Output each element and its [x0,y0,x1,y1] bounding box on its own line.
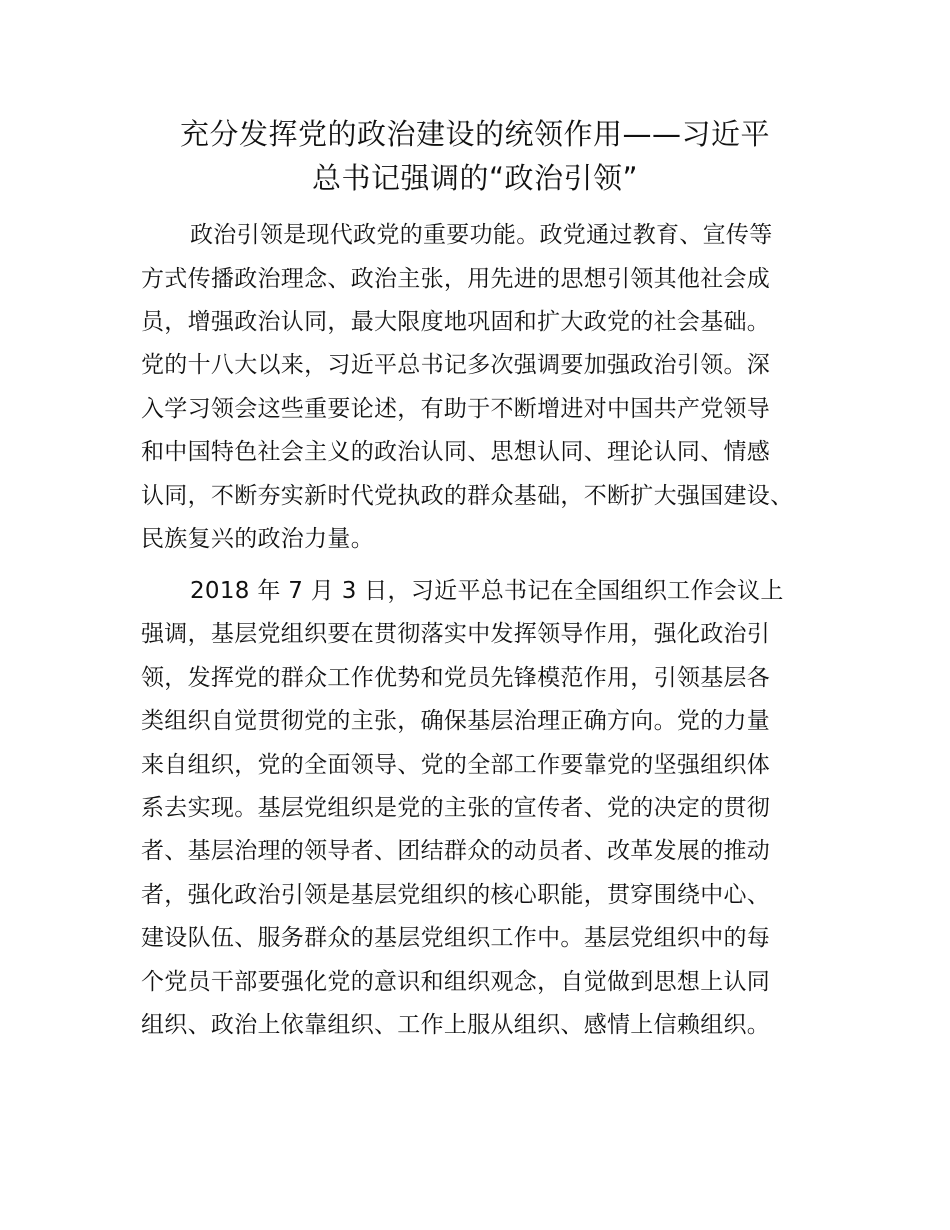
text-line: 来自组织，党的全面领导、党的全部工作要靠党的坚强组织体 [141,752,771,778]
text-line: 认同，不断夯实新时代党执政的群众基础，不断扩大强国建设、 [141,483,794,509]
text-line: 强调，基层党组织要在贯彻落实中发挥领导作用，强化政治引 [141,621,771,647]
text-line: 入学习领会这些重要论述，有助于不断增进对中国共产党领导 [141,396,771,422]
text-line: 2018 年 7 月 3 日，习近平总书记在全国组织工作会议上 [190,578,784,604]
text-line: 党的十八大以来，习近平总书记多次强调要加强政治引领。深 [141,352,771,378]
text-line: 建设队伍、服务群众的基层党组织工作中。基层党组织中的每 [141,925,771,951]
text-line: 个党员干部要强化党的意识和组织观念，自觉做到思想上认同 [141,969,771,995]
text-line: 方式传播政治理念、政治主张，用先进的思想引领其他社会成 [141,266,771,292]
text-line: 者、基层治理的领导者、团结群众的动员者、改革发展的推动 [141,838,771,864]
text-line: 民族复兴的政治力量。 [141,526,374,552]
text-line: 政治引领是现代政党的重要功能。政党通过教育、宣传等 [190,222,773,248]
text-line: 员，增强政治认同，最大限度地巩固和扩大政党的社会基础。 [141,309,771,335]
text-line: 者，强化政治引领是基层党组织的核心职能，贯穿围绕中心、 [141,882,771,908]
text-line: 领，发挥党的群众工作优势和党员先锋模范作用，引领基层各 [141,665,771,691]
document-title-line-1: 充分发挥党的政治建设的统领作用——习近平 [179,117,770,151]
document-title-line-2: 总书记强调的“政治引领” [311,161,639,195]
text-line: 和中国特色社会主义的政治认同、思想认同、理论认同、情感 [141,439,771,465]
text-line: 类组织自觉贯彻党的主张，确保基层治理正确方向。党的力量 [141,708,771,734]
text-line: 组织、政治上依靠组织、工作上服从组织、感情上信赖组织。 [141,1012,771,1038]
text-line: 系去实现。基层党组织是党的主张的宣传者、党的决定的贯彻 [141,795,771,821]
